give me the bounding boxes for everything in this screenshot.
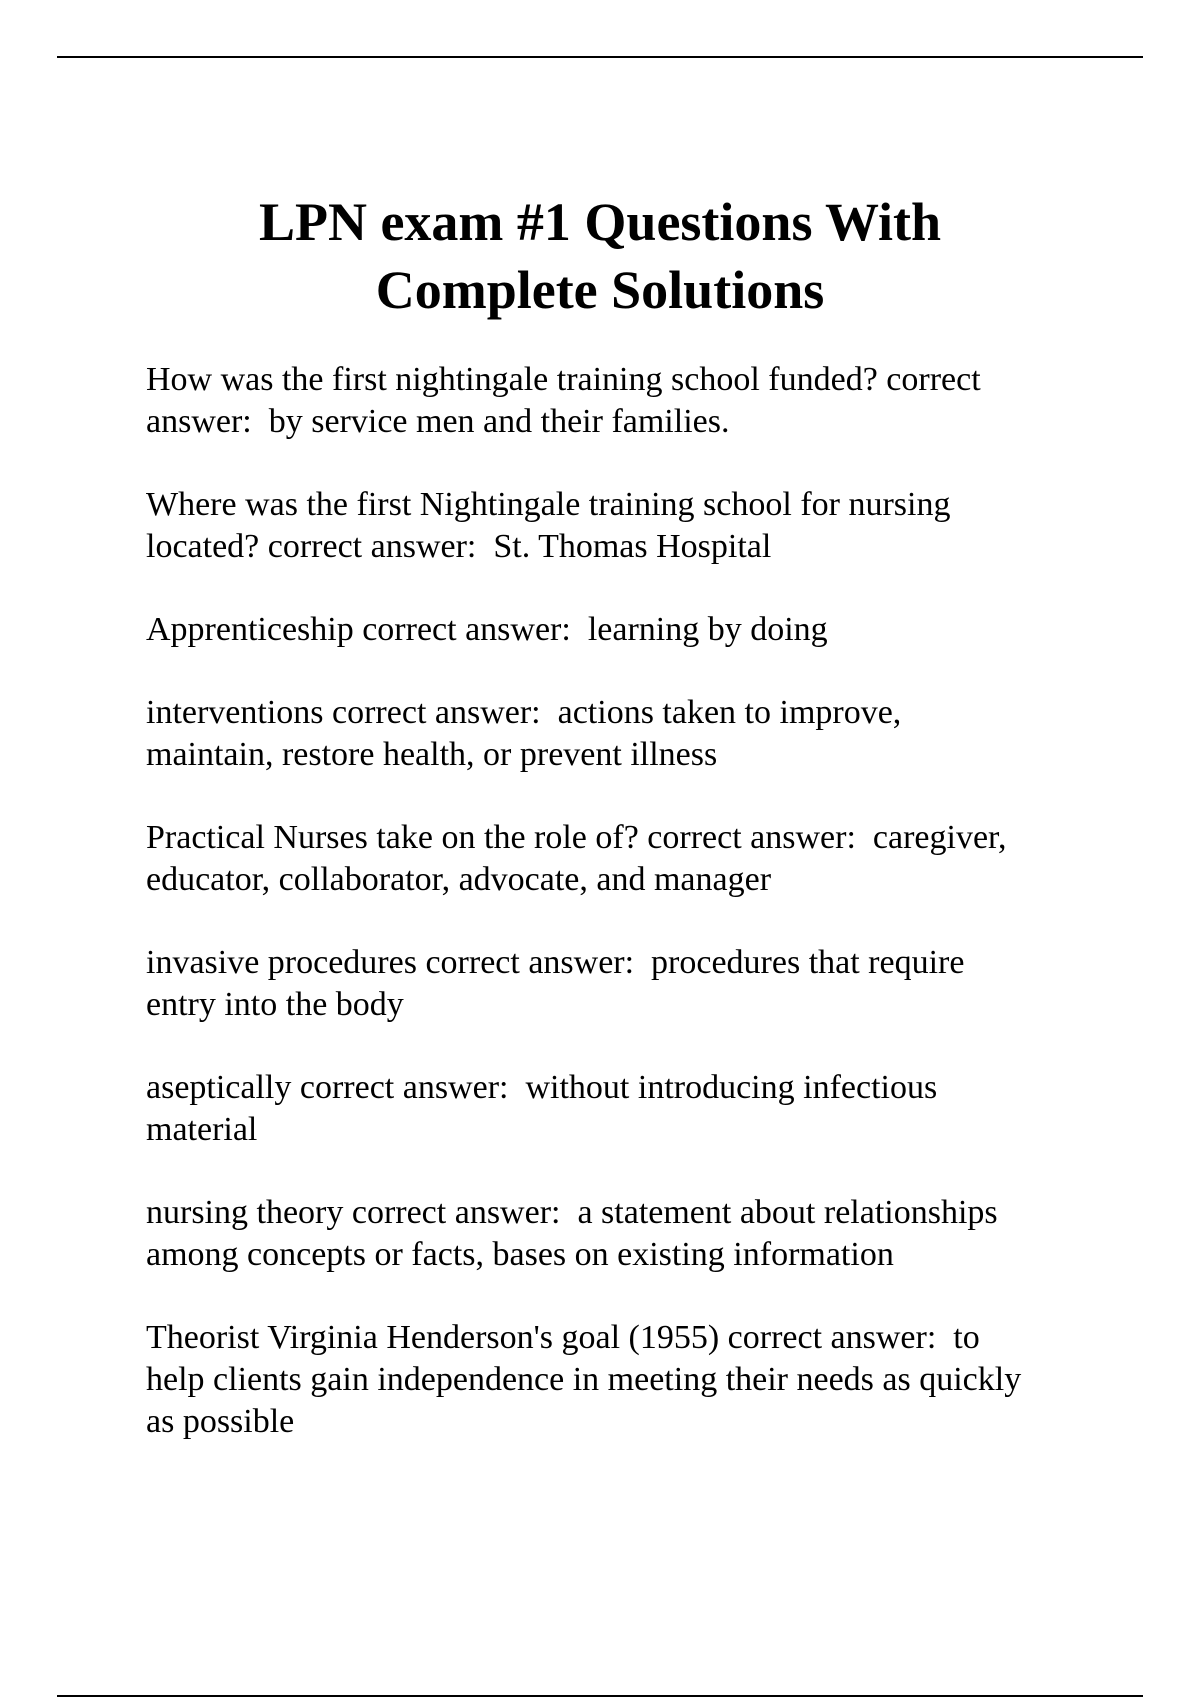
qa-item-5 <box>146 817 1106 901</box>
bottom-divider <box>57 1695 1143 1697</box>
qa-item-2 <box>146 484 1106 568</box>
qa-line: interventions correct answer: actions taken to improve, <box>146 694 902 731</box>
qa-line: help clients gain independence in meeting their needs as quickly <box>146 1361 1022 1398</box>
qa-item-6 <box>146 942 1106 1026</box>
qa-line: material <box>146 1111 258 1148</box>
qa-line: Practical Nurses take on the role of? correct answer: caregiver, <box>146 819 1007 856</box>
qa-line: nursing theory correct answer: a statement about relationships <box>146 1194 998 1231</box>
qa-line: answer: by service men and their families. <box>146 403 730 440</box>
qa-item-1 <box>146 359 1106 443</box>
qa-item-3 <box>146 609 1106 651</box>
qa-line: educator, collaborator, advocate, and manager <box>146 861 772 898</box>
top-divider <box>57 56 1143 58</box>
qa-item-7 <box>146 1067 1106 1151</box>
qa-item-9 <box>146 1317 1106 1443</box>
title-line-2: Complete Solutions <box>375 260 825 320</box>
qa-line: maintain, restore health, or prevent illness <box>146 736 718 773</box>
qa-line: Apprenticeship correct answer: learning by doing <box>146 611 828 648</box>
qa-line: Theorist Virginia Henderson's goal (1955) correct answer: to <box>146 1319 980 1356</box>
qa-line: Where was the first Nightingale training school for nursing <box>146 486 951 523</box>
qa-line: invasive procedures correct answer: procedures that require <box>146 944 965 981</box>
qa-item-8 <box>146 1192 1106 1276</box>
qa-line: aseptically correct answer: without introducing infectious <box>146 1069 938 1106</box>
document-title <box>100 188 1100 324</box>
qa-line: located? correct answer: St. Thomas Hospital <box>146 528 772 565</box>
qa-item-4 <box>146 692 1106 776</box>
qa-line: among concepts or facts, bases on existing information <box>146 1236 894 1273</box>
qa-line: entry into the body <box>146 986 404 1023</box>
qa-line: How was the first nightingale training school funded? correct <box>146 361 981 398</box>
qa-line: as possible <box>146 1403 295 1440</box>
title-line-1: LPN exam #1 Questions With <box>258 192 942 252</box>
question-answer-list <box>146 359 1106 1484</box>
